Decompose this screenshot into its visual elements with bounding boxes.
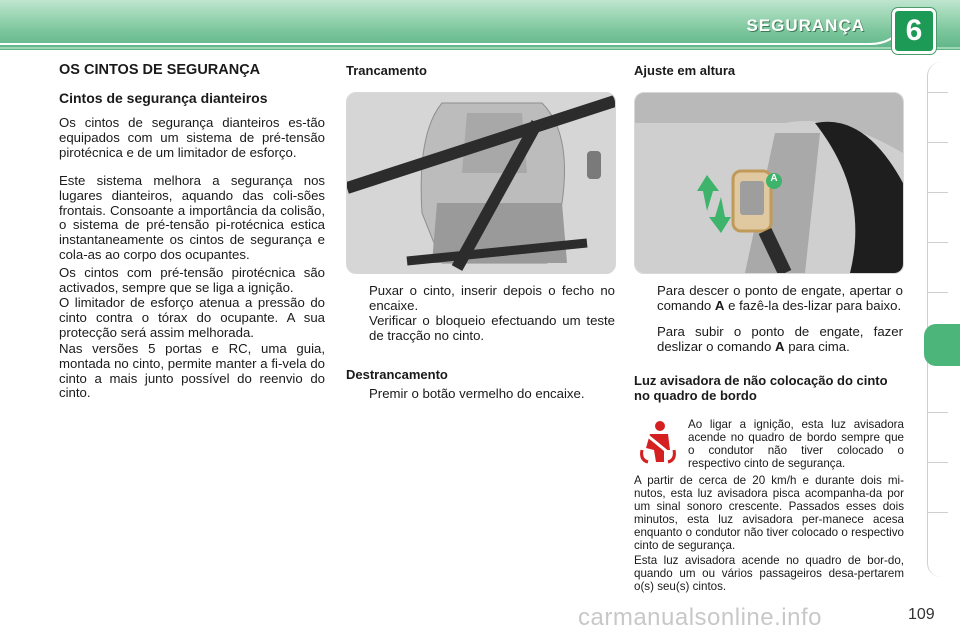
guide-paragraph: Nas versões 5 portas e RC, uma guia, montada no cinto, permite manter a fi-vela do cinto a mais junto possível do reenvio do cinto. [59,341,325,401]
locking-heading: Trancamento [346,63,427,78]
seat-belt-image [347,93,615,273]
system-paragraph: Este sistema melhora a segurança nos lugares dianteiros, aquando das coli-sões frontais. Consoante a importância da colisão, o sistema de pré-tensão pi-rotécnica estica instantaneamente os cintos de segurança e cola-as ao corpo dos ocupantes. [59,173,325,262]
activation-paragraph: Os cintos com pré-tensão pirotécnica são activados, sempre que se liga a ignição. [59,265,325,295]
chapter-tabs [927,62,960,577]
section-title: SEGURANÇA [746,16,865,35]
limiter-paragraph: O limitador de esforço atenua a pressão do cinto contra o tórax do ocupante. A sua protecção será assim melhorada. [59,295,325,340]
warning-heading: Luz avisadora de não colocação do cinto no quadro de bordo [634,373,888,403]
height-bullet-1 [657,284,903,314]
warning-light-text: Ao ligar a ignição, esta luz avisadora acende no quadro de bordo sempre que o condutor não tiver colocado o respectivo cinto de segurança. [688,418,904,470]
command-a-ref: A [714,297,725,313]
intro-paragraph: Os cintos de segurança dianteiros es-tão equipados com um sistema de pré-tensão pirotécnica e de um limitador de esforço. [59,115,325,160]
seatbelt-warning-icon-svg [640,420,676,464]
callout-a-label: A [770,173,778,184]
page-title: OS CINTOS DE SEGURANÇA [59,62,261,78]
unlock-bullet-1 [369,387,615,402]
height-bullet-2 [657,325,903,355]
page-number: 109 [908,606,935,623]
lock-bullet-1 [369,284,615,314]
seat-belt-illustration [346,92,616,274]
height-adjust-illustration [634,92,904,274]
unlocking-heading: Destrancamento [346,367,448,382]
command-a-ref: A [775,338,785,354]
height-bullet-1-text-end: e fazê-la des-lizar para baixo. [724,297,902,313]
header-band [0,0,960,50]
section-subtitle: Cintos de segurança dianteiros [59,90,268,106]
lock-bullet-1-text: Puxar o cinto, inserir depois o fecho no encaixe. [369,283,615,313]
chapter-number-badge: 6 [892,8,936,54]
watermark: carmanualsonline.info [578,604,822,631]
chapter-tab-active[interactable] [924,324,960,366]
height-bullet-1-text: Para descer o ponto de engate, apertar o comando [657,283,903,313]
height-bullet-2-text-end: para cima. [784,338,850,354]
warning-flash-paragraph: A partir de cerca de 20 km/h e durante dois mi-nutos, esta luz avisadora pisca acompanha-da por um sinal sonoro crescente. Passados esses dois minutos, esta luz avisadora per-manece acesa enquanto o condutor não tiver colocado o respectivo cinto de segurança. [634,474,904,552]
lock-bullet-2-text: Verificar o bloqueio efectuando um teste de tracção no cinto. [369,313,615,343]
seatbelt-warning-icon [640,420,676,464]
unlock-bullet-1-text: Premir o botão vermelho do encaixe. [369,386,585,401]
height-adjust-heading: Ajuste em altura [634,63,736,78]
passenger-warning-paragraph: Esta luz avisadora acende no quadro de bor-do, quando um ou vários passageiros desa-pertarem o(s) seu(s) cintos. [634,554,904,593]
height-bullet-2-text: Para subir o ponto de engate, fazer deslizar o comando [657,324,903,354]
lock-bullet-2 [369,314,615,344]
